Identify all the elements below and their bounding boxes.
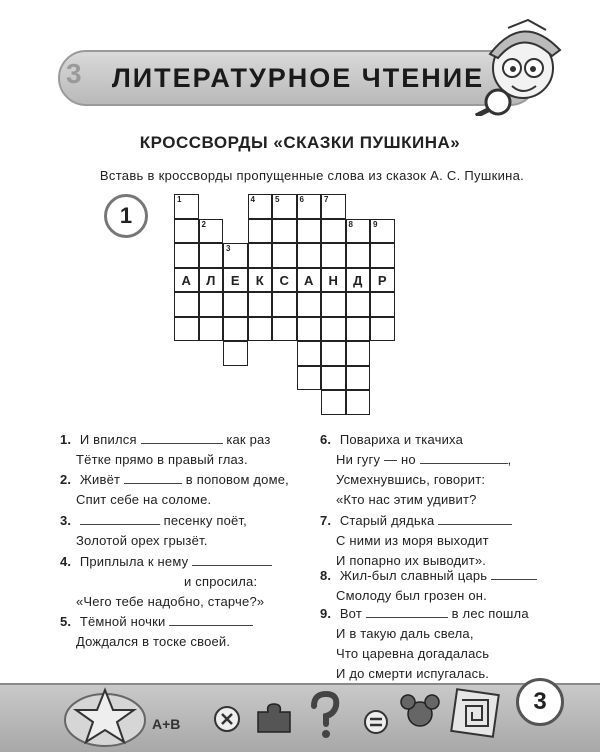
crossword-cell[interactable]	[346, 292, 371, 317]
clue-text: Тёмной ночки	[79, 614, 166, 629]
answer-blank[interactable]	[169, 613, 253, 626]
clue-text: Старый дядька	[339, 513, 435, 528]
clue-number: 7.	[320, 513, 332, 528]
clue-text: Смолоду был грозен он.	[336, 588, 487, 603]
clue-1	[60, 430, 271, 470]
crossword-cell[interactable]	[346, 317, 371, 342]
clue-text: Золотой орех грызёт.	[76, 533, 208, 548]
plus-circle-icon	[212, 704, 242, 734]
clue-text: Жил-был славный царь	[339, 568, 488, 583]
crossword-cell[interactable]	[248, 243, 273, 268]
crossword-cell[interactable]	[174, 268, 199, 293]
clue-text: Дождался в тоске своей.	[76, 634, 231, 649]
crossword-cell[interactable]	[297, 341, 322, 366]
clue-text: Ни гугу — но	[336, 452, 416, 467]
crossword-cell[interactable]	[223, 292, 248, 317]
clue-3	[60, 511, 247, 551]
section-title: КРОССВОРДЫ «СКАЗКИ ПУШКИНА»	[139, 133, 461, 152]
clue-text: Повариха и ткачиха	[339, 432, 464, 447]
banner-sudoku-decoration: 3	[66, 58, 88, 89]
crossword-cell[interactable]	[370, 243, 395, 268]
clue-number: 1.	[60, 432, 72, 447]
answer-blank[interactable]	[80, 512, 160, 525]
answer-letter: Н	[328, 272, 338, 288]
clue-text: И попарно их выводит».	[336, 553, 487, 568]
crossword-cell[interactable]	[199, 268, 224, 293]
clue-text: И в такую даль свела,	[336, 626, 474, 641]
crossword-cell[interactable]	[297, 194, 322, 219]
crossword-cell[interactable]	[248, 219, 273, 244]
answer-letter: Р	[377, 272, 387, 288]
crossword-cell[interactable]	[174, 219, 199, 244]
clue-text: «Чего тебе надобно, старче?»	[76, 594, 265, 609]
clue-text: в поповом доме,	[185, 472, 289, 487]
crossword-cell[interactable]	[297, 243, 322, 268]
crossword-cell[interactable]	[223, 317, 248, 342]
crossword-cell[interactable]	[321, 292, 346, 317]
crossword-cell[interactable]	[272, 292, 297, 317]
clue-text: С ними из моря выходит	[336, 533, 489, 548]
answer-letter: А	[304, 272, 314, 288]
crossword-cell[interactable]	[370, 268, 395, 293]
clue-5	[60, 612, 253, 652]
page-number: 3	[516, 678, 564, 726]
clue-text: ,	[507, 452, 512, 467]
answer-blank[interactable]	[438, 512, 512, 525]
crossword-cell[interactable]	[174, 292, 199, 317]
clue-number: 3.	[60, 513, 72, 528]
clue-text: песенку поёт,	[163, 513, 247, 528]
clue-2	[60, 470, 289, 510]
crossword-cell[interactable]	[321, 219, 346, 244]
answer-letter: А	[181, 272, 191, 288]
mouse-ears-icon	[398, 690, 442, 730]
crossword-cell[interactable]	[272, 194, 297, 219]
crossword-cell[interactable]	[174, 194, 199, 219]
clue-number-label: 7	[324, 195, 329, 204]
crossword-cell[interactable]	[321, 317, 346, 342]
clue-number-label: 4	[250, 195, 255, 204]
clue-text: в лес пошла	[451, 606, 529, 621]
crossword-cell[interactable]	[346, 341, 371, 366]
clue-number-label: 8	[348, 219, 353, 229]
clue-number: 5.	[60, 614, 72, 629]
clue-number: 9.	[320, 606, 332, 621]
question-mark-icon	[304, 690, 344, 740]
crossword-cell[interactable]	[223, 243, 248, 268]
crossword-cell[interactable]	[272, 317, 297, 342]
crossword-cell[interactable]	[248, 292, 273, 317]
crossword-cell[interactable]	[223, 268, 248, 293]
crossword-cell[interactable]	[321, 194, 346, 219]
answer-letter: Д	[353, 272, 363, 288]
clue-6	[320, 430, 511, 510]
answer-blank[interactable]	[124, 471, 182, 484]
answer-blank[interactable]	[141, 431, 223, 444]
clue-text: как раз	[226, 432, 271, 447]
clue-text: Что царевна догадалась	[336, 646, 490, 661]
answer-letter: Л	[206, 272, 216, 288]
crossword-cell[interactable]	[272, 219, 297, 244]
clue-number-label: 6	[299, 195, 304, 204]
clue-number: 2.	[60, 472, 72, 487]
crossword-cell[interactable]	[321, 366, 346, 391]
crossword-cell[interactable]	[321, 390, 346, 415]
clue-text: Приплыла к нему	[79, 554, 189, 569]
crossword-cell[interactable]	[199, 292, 224, 317]
crossword-cell[interactable]	[199, 317, 224, 342]
clue-7	[320, 511, 512, 571]
crossword-cell[interactable]	[346, 366, 371, 391]
clue-text: Тётке прямо в правый глаз.	[76, 452, 248, 467]
subject-title: ЛИТЕРАТУРНОЕ ЧТЕНИЕ	[111, 63, 485, 93]
crossword-cell[interactable]	[297, 317, 322, 342]
crossword-cell[interactable]	[370, 219, 395, 244]
clue-number: 4.	[60, 554, 72, 569]
crossword-cell[interactable]	[248, 194, 273, 219]
clue-8	[320, 566, 537, 606]
clue-text: И впился	[79, 432, 137, 447]
equals-circle-icon	[362, 708, 390, 736]
crossword-cell[interactable]	[370, 292, 395, 317]
crossword-cell[interactable]	[346, 219, 371, 244]
clue-text: Вот	[339, 606, 362, 621]
answer-blank[interactable]	[192, 553, 272, 566]
crossword-cell[interactable]	[199, 219, 224, 244]
crossword-cell[interactable]	[223, 341, 248, 366]
crossword-cell[interactable]	[248, 268, 273, 293]
clue-text: Живёт	[79, 472, 121, 487]
crossword-cell[interactable]	[321, 243, 346, 268]
clue-text: Спит себе на соломе.	[76, 492, 212, 507]
clue-number-label: 1	[177, 195, 182, 204]
answer-blank[interactable]	[491, 567, 537, 580]
answer-letter: С	[279, 272, 289, 288]
crossword-cell[interactable]	[272, 268, 297, 293]
crossword-cell[interactable]	[199, 243, 224, 268]
clue-9	[320, 604, 529, 684]
footer-formula: А+В	[152, 716, 181, 732]
clue-number-label: 2	[201, 219, 206, 229]
crossword-cell[interactable]	[272, 243, 297, 268]
answer-letter: Е	[230, 272, 240, 288]
clue-number-label: 3	[226, 244, 231, 253]
clue-text: И до смерти испугалась.	[336, 666, 490, 681]
puzzle-piece-icon	[252, 698, 296, 738]
clue-text: и спросила:	[184, 574, 258, 589]
crossword-cell[interactable]	[321, 341, 346, 366]
crossword-cell[interactable]	[346, 243, 371, 268]
crossword-cell[interactable]	[297, 366, 322, 391]
instruction-text: Вставь в кроссворды пропущенные слова из сказок А. С. Пушкина.	[99, 168, 525, 183]
clue-text: Усмехнувшись, говорит:	[336, 472, 486, 487]
crossword-cell[interactable]	[346, 390, 371, 415]
clue-number: 6.	[320, 432, 332, 447]
crossword-cell[interactable]	[174, 317, 199, 342]
crossword-cell[interactable]	[248, 317, 273, 342]
clue-number: 8.	[320, 568, 332, 583]
crossword-cell[interactable]	[346, 268, 371, 293]
star-icon	[62, 682, 148, 748]
clue-text: «Кто нас этим удивит?	[336, 492, 477, 507]
clue-number-label: 9	[373, 219, 378, 229]
crossword-cell[interactable]	[370, 317, 395, 342]
answer-blank[interactable]	[366, 605, 448, 618]
crossword-cell[interactable]	[174, 243, 199, 268]
puzzle-number-badge: 1	[104, 194, 148, 238]
clue-number-label: 5	[275, 195, 280, 204]
crossword-cell[interactable]	[297, 268, 322, 293]
crossword-cell[interactable]	[297, 219, 322, 244]
clue-4	[60, 552, 272, 612]
answer-blank[interactable]	[420, 451, 508, 464]
spiral-square-icon	[448, 686, 502, 740]
crossword-cell[interactable]	[321, 268, 346, 293]
answer-letter: К	[255, 272, 264, 288]
crossword-cell[interactable]	[297, 292, 322, 317]
